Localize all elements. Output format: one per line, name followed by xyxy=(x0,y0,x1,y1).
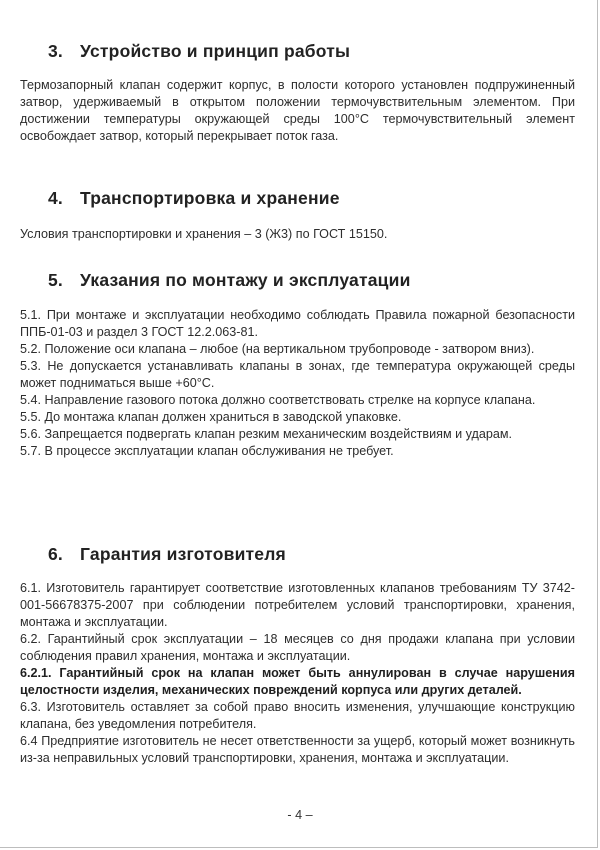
list-item-6-2-1: 6.2.1. Гарантийный срок на клапан может быть аннулирован в случае нарушения целостности изделия, механических повреждений корпуса или других деталей. xyxy=(20,666,575,697)
section-3-heading xyxy=(48,41,350,62)
section-4-heading xyxy=(48,188,340,209)
list-item-5-1: 5.1. При монтаже и эксплуатации необходимо соблюдать Правила пожарной безопасности ППБ-01-03 и раздел 3 ГОСТ 12.2.063-81. xyxy=(20,308,575,339)
list-item-5-2: 5.2. Положение оси клапана – любое (на вертикальном трубопроводе - затвором вниз). xyxy=(20,342,535,356)
section-4-number: 4. xyxy=(48,188,63,208)
section-5-number: 5. xyxy=(48,270,63,290)
section-5-body xyxy=(20,307,575,460)
list-item-5-7: 5.7. В процессе эксплуатации клапан обслуживания не требует. xyxy=(20,444,394,458)
section-6-body xyxy=(20,580,575,767)
section-6-number: 6. xyxy=(48,544,63,564)
section-6-title: Гарантия изготовителя xyxy=(80,544,286,564)
section-3-number: 3. xyxy=(48,41,63,61)
section-5-title: Указания по монтажу и эксплуатации xyxy=(80,270,411,290)
section-3-title: Устройство и принцип работы xyxy=(80,41,351,61)
list-item-6-2: 6.2. Гарантийный срок эксплуатации – 18 месяцев со дня продажи клапана при условии соблюдения правил хранения, монтажа и эксплуатации. xyxy=(20,632,575,663)
section-3-body xyxy=(20,77,575,145)
page-number: - 4 – xyxy=(287,808,313,822)
list-item-6-3: 6.3. Изготовитель оставляет за собой право вносить изменения, улучшающие конструкцию клапана, без уведомления потребителя. xyxy=(20,700,575,731)
list-item-6-4: 6.4 Предприятие изготовитель не несет ответственности за ущерб, который может возникнуть из-за неправильных условий транспортировки, хранения, монтажа и эксплуатации. xyxy=(20,734,575,765)
list-item-5-6: 5.6. Запрещается подвергать клапан резким механическим воздействиям и ударам. xyxy=(20,427,513,441)
list-item-5-5: 5.5. До монтажа клапан должен храниться в заводской упаковке. xyxy=(20,410,402,424)
section-6-heading xyxy=(48,544,286,565)
paragraph-4-1: Условия транспортировки и хранения – 3 (Ж3) по ГОСТ 15150. xyxy=(20,227,388,241)
section-4-title: Транспортировка и хранение xyxy=(80,188,340,208)
list-item-5-3: 5.3. Не допускается устанавливать клапаны в зонах, где температура окружающей среды может подниматься выше +60°C. xyxy=(20,359,575,390)
section-4-body xyxy=(20,226,575,243)
paragraph-3-1: Термозапорный клапан содержит корпус, в полости которого установлен подпружиненный затвор, удерживаемый в открытом положении термочувствительным элементом. При достижении температуры окружающей среды 100°C термочувствительный элемент освобождает затвор, который перекрывает поток газа. xyxy=(20,78,575,143)
list-item-6-1: 6.1. Изготовитель гарантирует соответствие изготовленных клапанов требованиям ТУ 3742-001-56678375-2007 при соблюдении потребителем условий транспортировки, хранения, монтажа и эксплуатации. xyxy=(20,581,575,629)
list-item-5-4: 5.4. Направление газового потока должно соответствовать стрелке на корпусе клапана. xyxy=(20,393,536,407)
section-5-heading xyxy=(48,270,411,291)
